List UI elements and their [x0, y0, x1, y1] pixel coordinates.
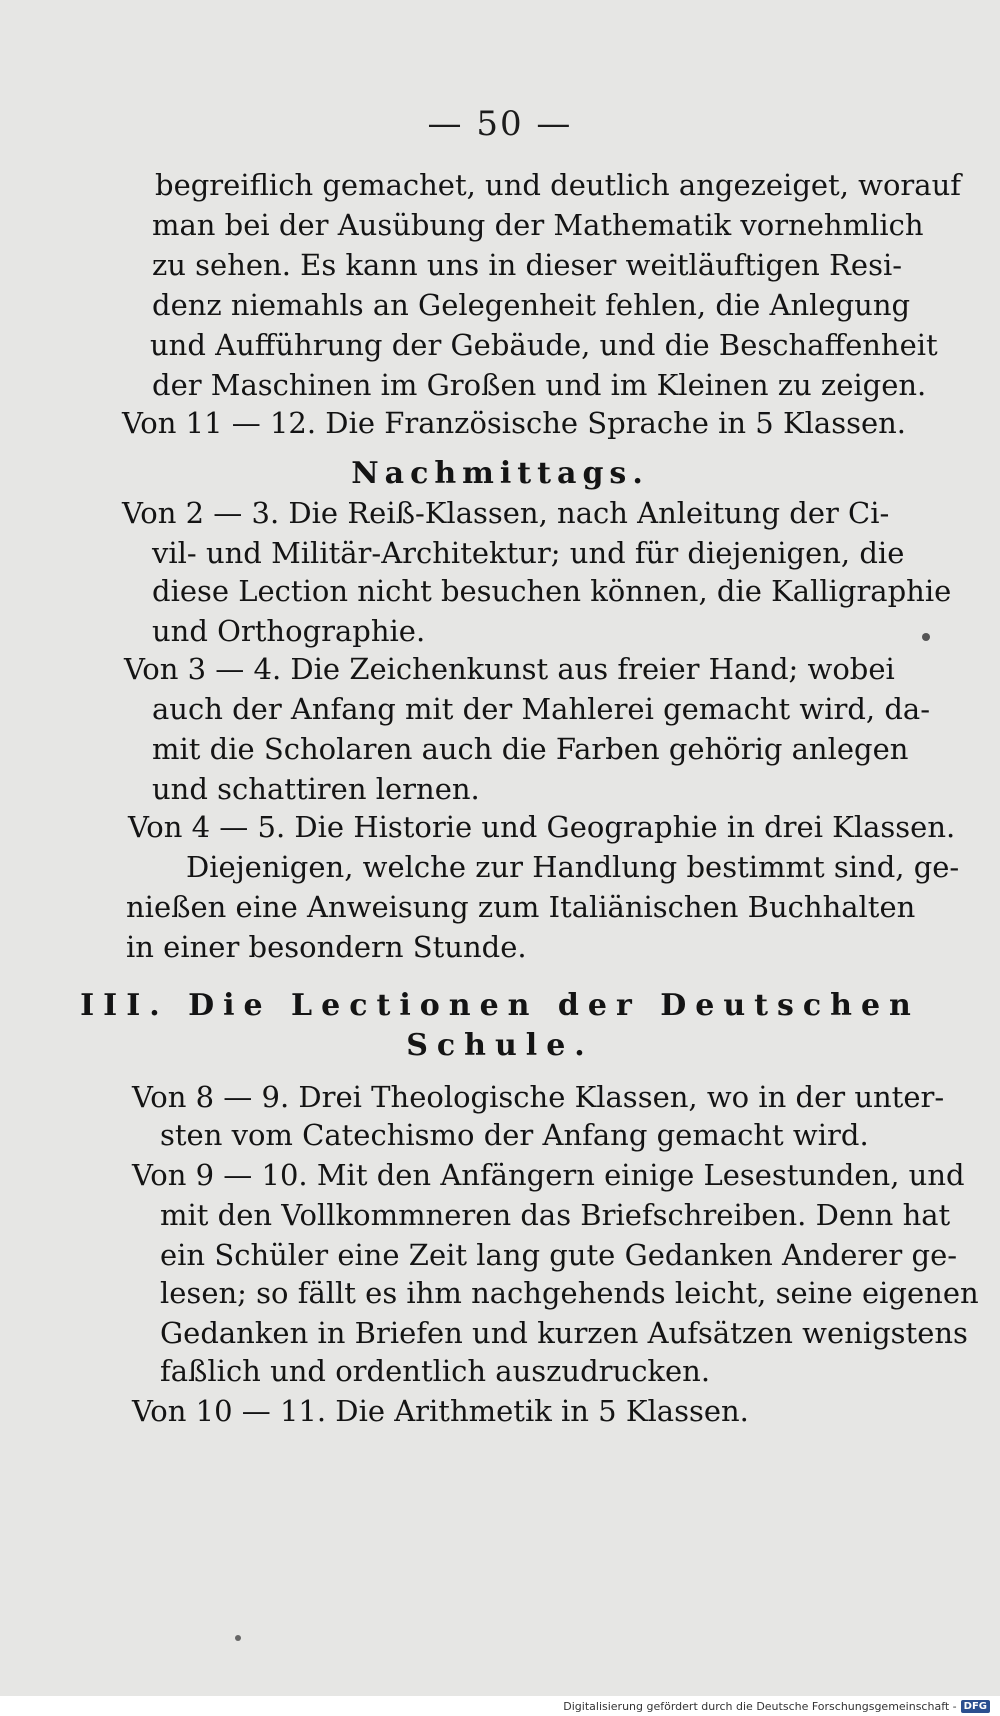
text-line: Von 8 — 9. Drei Theologische Klassen, wo in der unter-	[132, 1080, 945, 1114]
dfg-logo: DFG	[961, 1700, 990, 1713]
text-line: in einer besondern Stunde.	[126, 930, 527, 964]
section-heading: III. Die Lectionen der Deutschen	[80, 988, 920, 1023]
ink-speck	[922, 633, 930, 641]
text-line: der Maschinen im Großen und im Kleinen zu zeigen.	[152, 368, 927, 402]
text-line: und Orthographie.	[152, 614, 426, 648]
text-line: denz niemahls an Gelegenheit fehlen, die Anlegung	[152, 288, 911, 322]
text-line: mit die Scholaren auch die Farben gehörig anlegen	[152, 732, 909, 766]
text-line: Diejenigen, welche zur Handlung bestimmt sind, ge-	[186, 850, 960, 884]
text-line: Gedanken in Briefen und kurzen Aufsätzen wenigstens	[160, 1316, 968, 1350]
text-line: Von 11 — 12. Die Französische Sprache in 5 Klassen.	[122, 406, 907, 440]
text-line: begreiflich gemachet, und deutlich angezeiget, worauf	[155, 168, 961, 202]
text-line: diese Lection nicht besuchen können, die Kalligraphie	[152, 574, 952, 608]
text-line: man bei der Ausübung der Mathematik vornehmlich	[152, 208, 924, 242]
text-line: Von 4 — 5. Die Historie und Geographie in drei Klassen.	[128, 810, 956, 844]
text-line: ein Schüler eine Zeit lang gute Gedanken Anderer ge-	[160, 1238, 958, 1272]
section-heading: Nachmittags.	[351, 456, 649, 491]
text-line: Von 10 — 11. Die Arithmetik in 5 Klassen.	[132, 1394, 749, 1428]
text-line: vil- und Militär-Architektur; und für diejenigen, die	[152, 536, 905, 570]
footer-credit: Digitalisierung gefördert durch die Deutsche Forschungsgemeinschaft -	[563, 1699, 957, 1713]
text-line: Von 3 — 4. Die Zeichenkunst aus freier Hand; wobei	[124, 652, 895, 686]
text-line: faßlich und ordentlich auszudrucken.	[160, 1354, 711, 1388]
text-line: auch der Anfang mit der Mahlerei gemacht wird, da-	[152, 692, 931, 726]
text-line: sten vom Catechismo der Anfang gemacht wird.	[160, 1118, 869, 1152]
text-line: nießen eine Anweisung zum Italiänischen Buchhalten	[126, 890, 916, 924]
section-heading: Schule.	[406, 1028, 594, 1063]
text-line: und schattiren lernen.	[152, 772, 480, 806]
text-line: mit den Vollkommneren das Briefschreiben. Denn hat	[160, 1198, 951, 1232]
ink-speck	[235, 1635, 241, 1641]
text-line: Von 9 — 10. Mit den Anfängern einige Lesestunden, und	[132, 1158, 965, 1192]
page-number: — 50 —	[427, 104, 573, 144]
text-line: lesen; so fällt es ihm nachgehends leicht, seine eigenen	[160, 1276, 979, 1310]
digitization-footer	[0, 1696, 1000, 1716]
text-line: zu sehen. Es kann uns in dieser weitläuftigen Resi-	[152, 248, 903, 282]
text-line: und Aufführung der Gebäude, und die Beschaffenheit	[150, 328, 938, 362]
text-line: Von 2 — 3. Die Reiß-Klassen, nach Anleitung der Ci-	[122, 496, 890, 530]
